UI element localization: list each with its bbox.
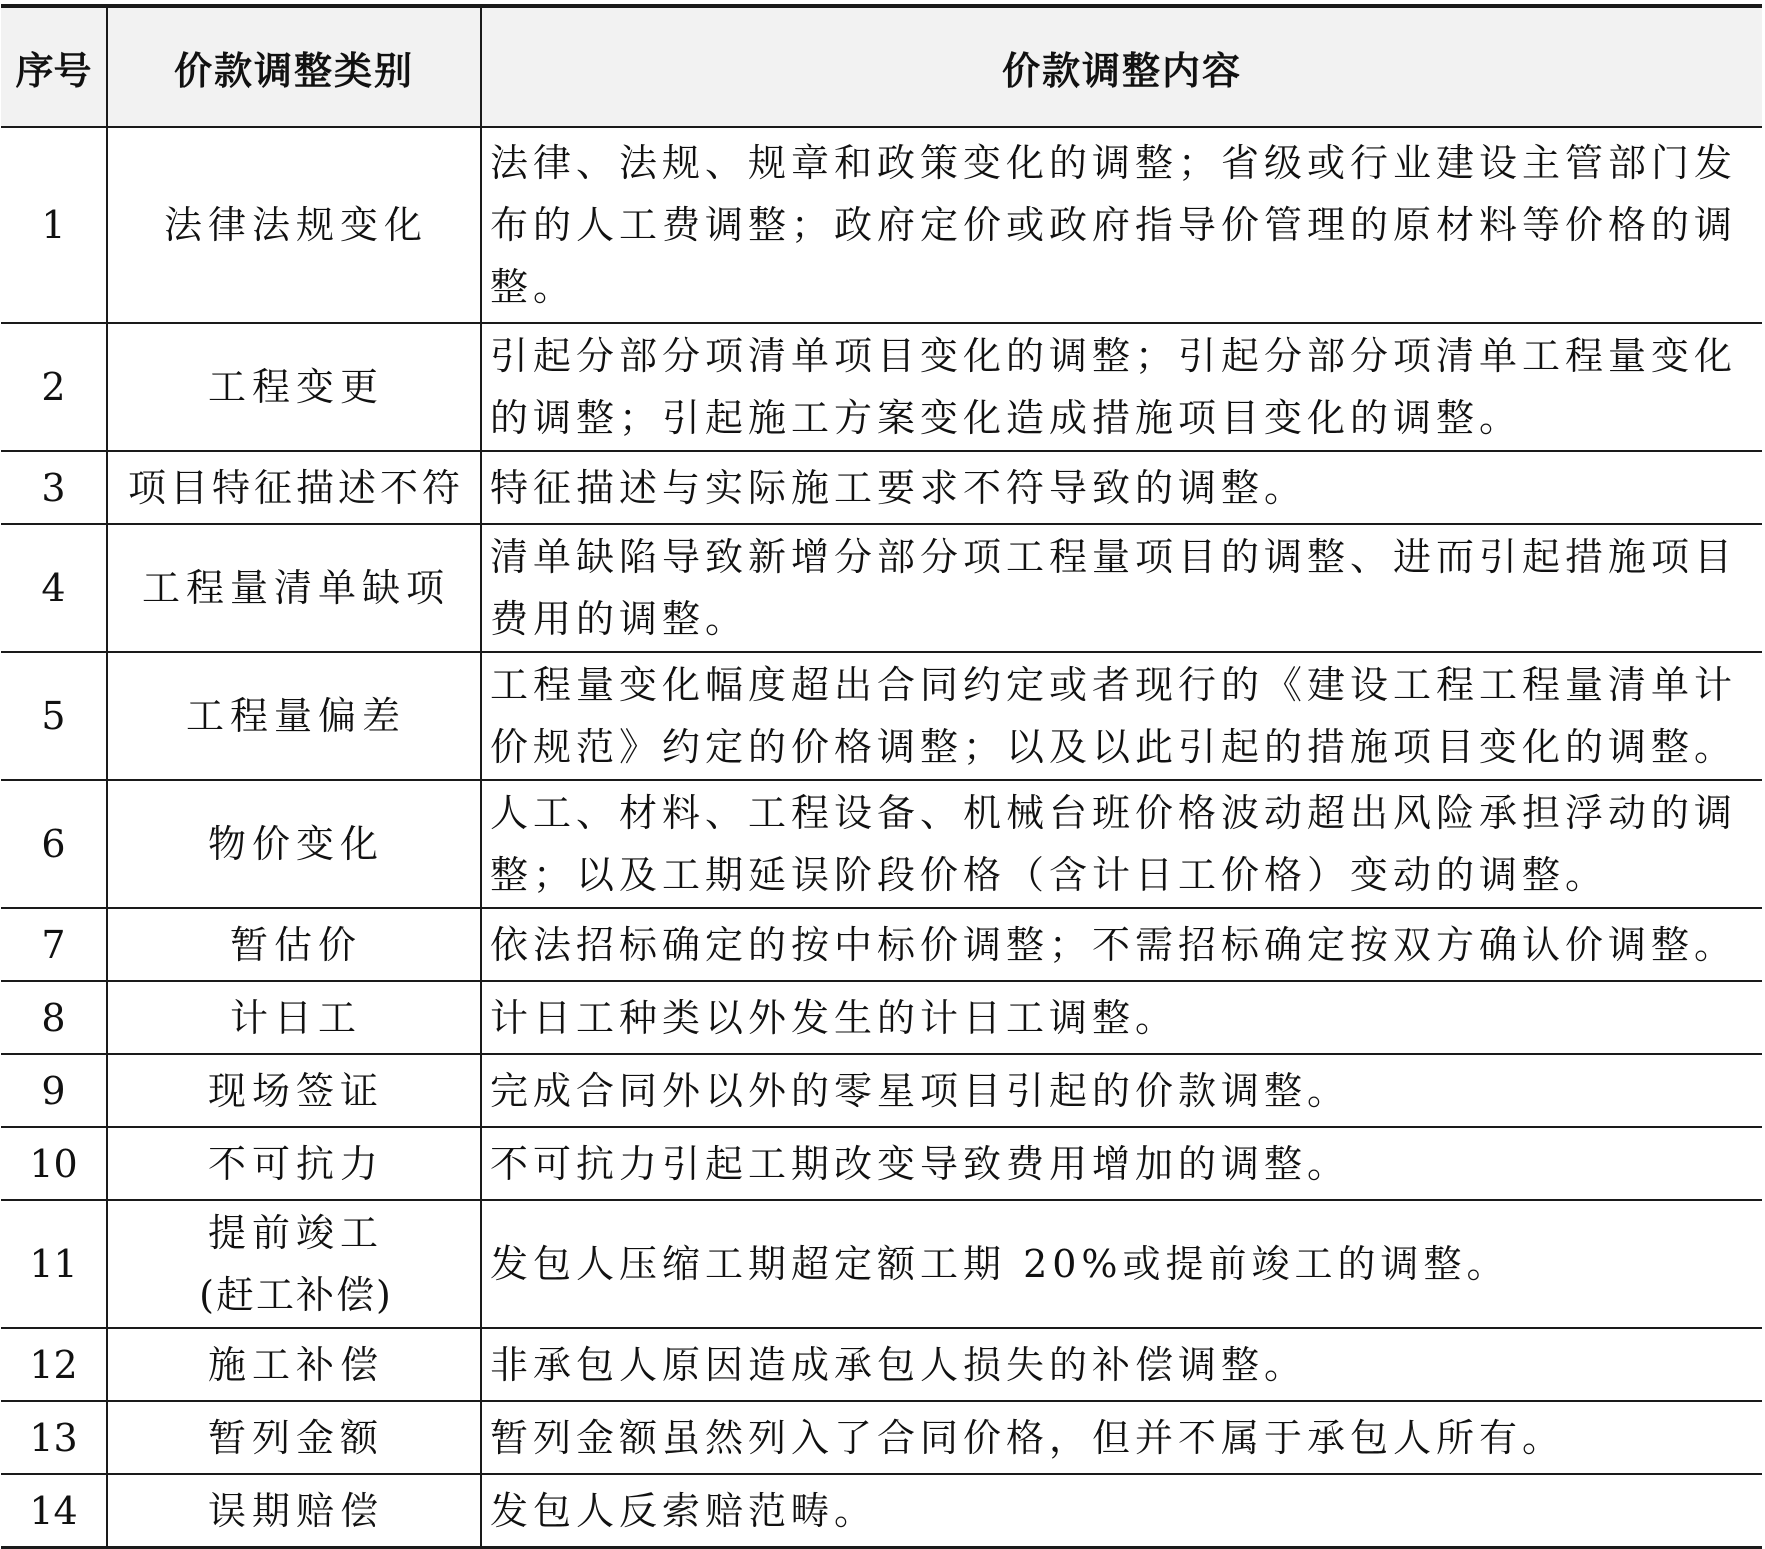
row-category: 误期赔偿 (107, 1474, 481, 1548)
table-row (1, 524, 1762, 652)
header-content: 价款调整内容 (481, 6, 1762, 127)
row-category: 施工补偿 (107, 1328, 481, 1401)
table-row (1, 652, 1762, 780)
row-category: 现场签证 (107, 1054, 481, 1127)
row-category: 工程变更 (107, 323, 481, 451)
row-content: 发包人压缩工期超定额工期 20%或提前竣工的调整。 (481, 1200, 1762, 1328)
row-content: 完成合同外以外的零星项目引起的价款调整。 (481, 1054, 1762, 1127)
row-content: 依法招标确定的按中标价调整；不需招标确定按双方确认价调整。 (481, 908, 1762, 981)
row-no: 5 (1, 652, 107, 780)
row-content: 暂列金额虽然列入了合同价格，但并不属于承包人所有。 (481, 1401, 1762, 1474)
row-no: 1 (1, 127, 107, 323)
row-content: 工程量变化幅度超出合同约定或者现行的《建设工程工程量清单计价规范》约定的价格调整；以及以此引起的措施项目变化的调整。 (481, 652, 1762, 780)
row-no: 2 (1, 323, 107, 451)
row-content: 不可抗力引起工期改变导致费用增加的调整。 (481, 1127, 1762, 1200)
table-row (1, 908, 1762, 981)
table-row (1, 1401, 1762, 1474)
header-row (1, 6, 1762, 127)
row-content: 发包人反索赔范畴。 (481, 1474, 1762, 1548)
header-category: 价款调整类别 (107, 6, 481, 127)
row-no: 8 (1, 981, 107, 1054)
row-content: 特征描述与实际施工要求不符导致的调整。 (481, 451, 1762, 524)
row-category: 工程量偏差 (107, 652, 481, 780)
table-row (1, 780, 1762, 908)
row-category-line1: 提前竣工 (207, 1211, 384, 1255)
row-no: 7 (1, 908, 107, 981)
row-category: 项目特征描述不符 (107, 451, 481, 524)
table-row (1, 1200, 1762, 1328)
table-row (1, 451, 1762, 524)
row-no: 12 (1, 1328, 107, 1401)
row-category: 物价变化 (107, 780, 481, 908)
row-no: 3 (1, 451, 107, 524)
row-category-two-line (107, 1200, 481, 1328)
row-no: 13 (1, 1401, 107, 1474)
row-content: 非承包人原因造成承包人损失的补偿调整。 (481, 1328, 1762, 1401)
table-header (1, 6, 1762, 127)
row-category-line2: (赶工补偿) (199, 1273, 393, 1317)
table-row (1, 1328, 1762, 1401)
table-row (1, 1474, 1762, 1548)
row-no: 14 (1, 1474, 107, 1548)
row-category: 法律法规变化 (107, 127, 481, 323)
table-row (1, 323, 1762, 451)
header-no: 序号 (1, 6, 107, 127)
table-row (1, 127, 1762, 323)
price-adjustment-table (1, 4, 1762, 1549)
row-content: 引起分部分项清单项目变化的调整；引起分部分项清单工程量变化的调整；引起施工方案变化造成措施项目变化的调整。 (481, 323, 1762, 451)
row-category: 不可抗力 (107, 1127, 481, 1200)
row-content: 人工、材料、工程设备、机械台班价格波动超出风险承担浮动的调整；以及工期延误阶段价格（含计日工价格）变动的调整。 (481, 780, 1762, 908)
row-content: 法律、法规、规章和政策变化的调整；省级或行业建设主管部门发布的人工费调整；政府定价或政府指导价管理的原材料等价格的调整。 (481, 127, 1762, 323)
row-no: 6 (1, 780, 107, 908)
row-content: 计日工种类以外发生的计日工调整。 (481, 981, 1762, 1054)
row-content: 清单缺陷导致新增分部分项工程量项目的调整、进而引起措施项目费用的调整。 (481, 524, 1762, 652)
row-category: 暂列金额 (107, 1401, 481, 1474)
table-body (1, 127, 1762, 1548)
row-category: 计日工 (107, 981, 481, 1054)
row-no: 11 (1, 1200, 107, 1328)
row-category: 暂估价 (107, 908, 481, 981)
row-no: 9 (1, 1054, 107, 1127)
row-no: 10 (1, 1127, 107, 1200)
row-no: 4 (1, 524, 107, 652)
table-row (1, 981, 1762, 1054)
table-row (1, 1127, 1762, 1200)
table-row (1, 1054, 1762, 1127)
row-category: 工程量清单缺项 (107, 524, 481, 652)
